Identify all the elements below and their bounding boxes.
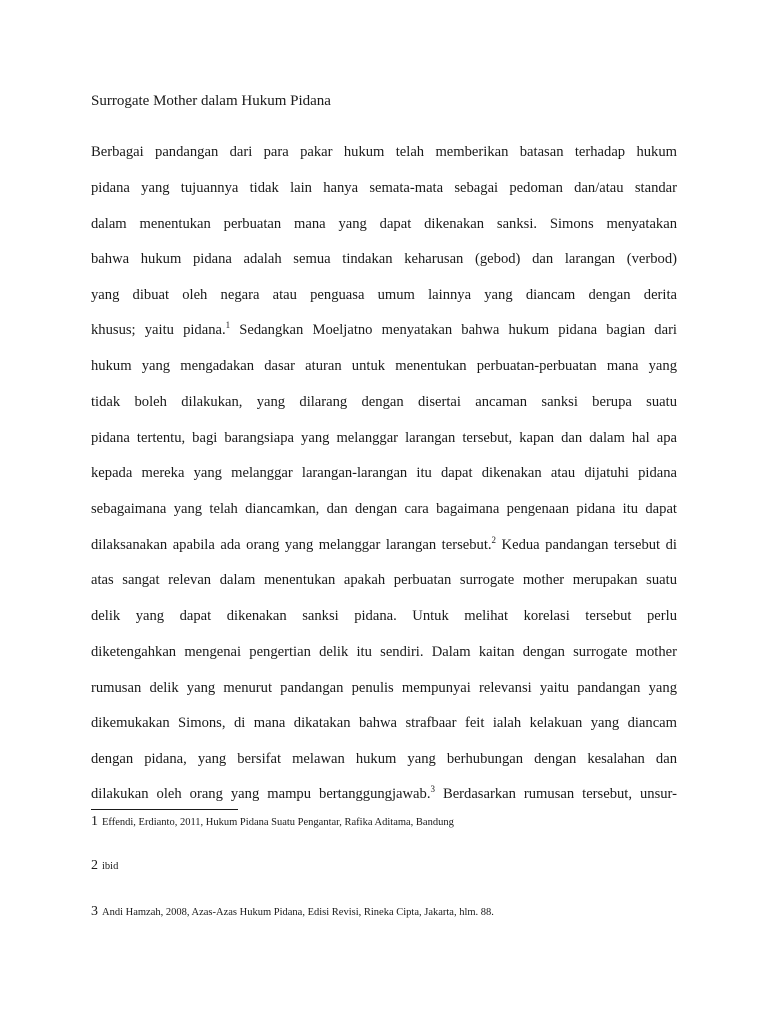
body-line: atas sangat relevan dalam menentukan apakah perbuatan surrogate mother merupakan suatu [91, 572, 677, 588]
footnote-1: 1 Effendi, Erdianto, 2011, Hukum Pidana Suatu Pengantar, Rafika Aditama, Bandung [91, 814, 454, 829]
body-line: hukum yang mengadakan dasar aturan untuk menentukan perbuatan-perbuatan mana yang [91, 358, 677, 374]
body-line: pidana yang tujuannya tidak lain hanya semata-mata sebagai pedoman dan/atau standar [91, 180, 677, 196]
body-line: pidana tertentu, bagi barangsiapa yang melanggar larangan tersebut, kapan dan dalam hal apa [91, 430, 677, 446]
body-line: sebagaimana yang telah diancamkan, dan dengan cara bagaimana pengenaan pidana itu dapat [91, 501, 677, 517]
footnote-ref: 2 [491, 535, 497, 545]
footnote-separator [91, 809, 238, 810]
body-line: dikemukakan Simons, di mana dikatakan bahwa strafbaar feit ialah kelakuan yang diancam [91, 715, 677, 731]
body-line: delik yang dapat dikenakan sanksi pidana. Untuk melihat korelasi tersebut perlu [91, 608, 677, 624]
footnote-2: 2 ibid [91, 858, 119, 873]
footnote-ref: 3 [430, 784, 435, 794]
body-line: kepada mereka yang melanggar larangan-larangan itu dapat dikenakan atau dijatuhi pidana [91, 465, 677, 481]
body-line: dalam menentukan perbuatan mana yang dapat dikenakan sanksi. Simons menyatakan [91, 216, 677, 232]
body-line: yang dibuat oleh negara atau penguasa umum lainnya yang diancam dengan derita [91, 287, 677, 303]
footnote-3: 3 Andi Hamzah, 2008, Azas-Azas Hukum Pidana, Edisi Revisi, Rineka Cipta, Jakarta, hlm. 88. [91, 904, 494, 919]
body-line: dilakukan oleh orang yang mampu bertanggungjawab.$^3$ Berdasarkan rumusan tersebut, unsur- [91, 784, 677, 802]
body-line: rumusan delik yang menurut pandangan penulis mempunyai relevansi yaitu pandangan yang [91, 680, 677, 696]
body-line: khusus; yaitu pidana.$^1$ Sedangkan Moeljatno menyatakan bahwa hukum pidana bagian dari [91, 320, 677, 338]
body-line: bahwa hukum pidana adalah semua tindakan keharusan (gebod) dan larangan (verbod) [91, 251, 677, 267]
body-line: Berbagai pandangan dari para pakar hukum telah memberikan batasan terhadap hukum [91, 144, 677, 160]
document-title: Surrogate Mother dalam Hukum Pidana [91, 93, 331, 109]
body-line: dengan pidana, yang bersifat melawan hukum yang berhubungan dengan kesalahan dan [91, 751, 677, 767]
footnote-ref: 1 [225, 320, 231, 330]
body-line: dilaksanakan apabila ada orang yang melanggar larangan tersebut.$^2$ Kedua pandangan tersebut di [91, 535, 677, 553]
body-line: tidak boleh dilakukan, yang dilarang dengan disertai ancaman sanksi berupa suatu [91, 394, 677, 410]
body-line: diketengahkan mengenai pengertian delik itu sendiri. Dalam kaitan dengan surrogate mother [91, 644, 677, 660]
